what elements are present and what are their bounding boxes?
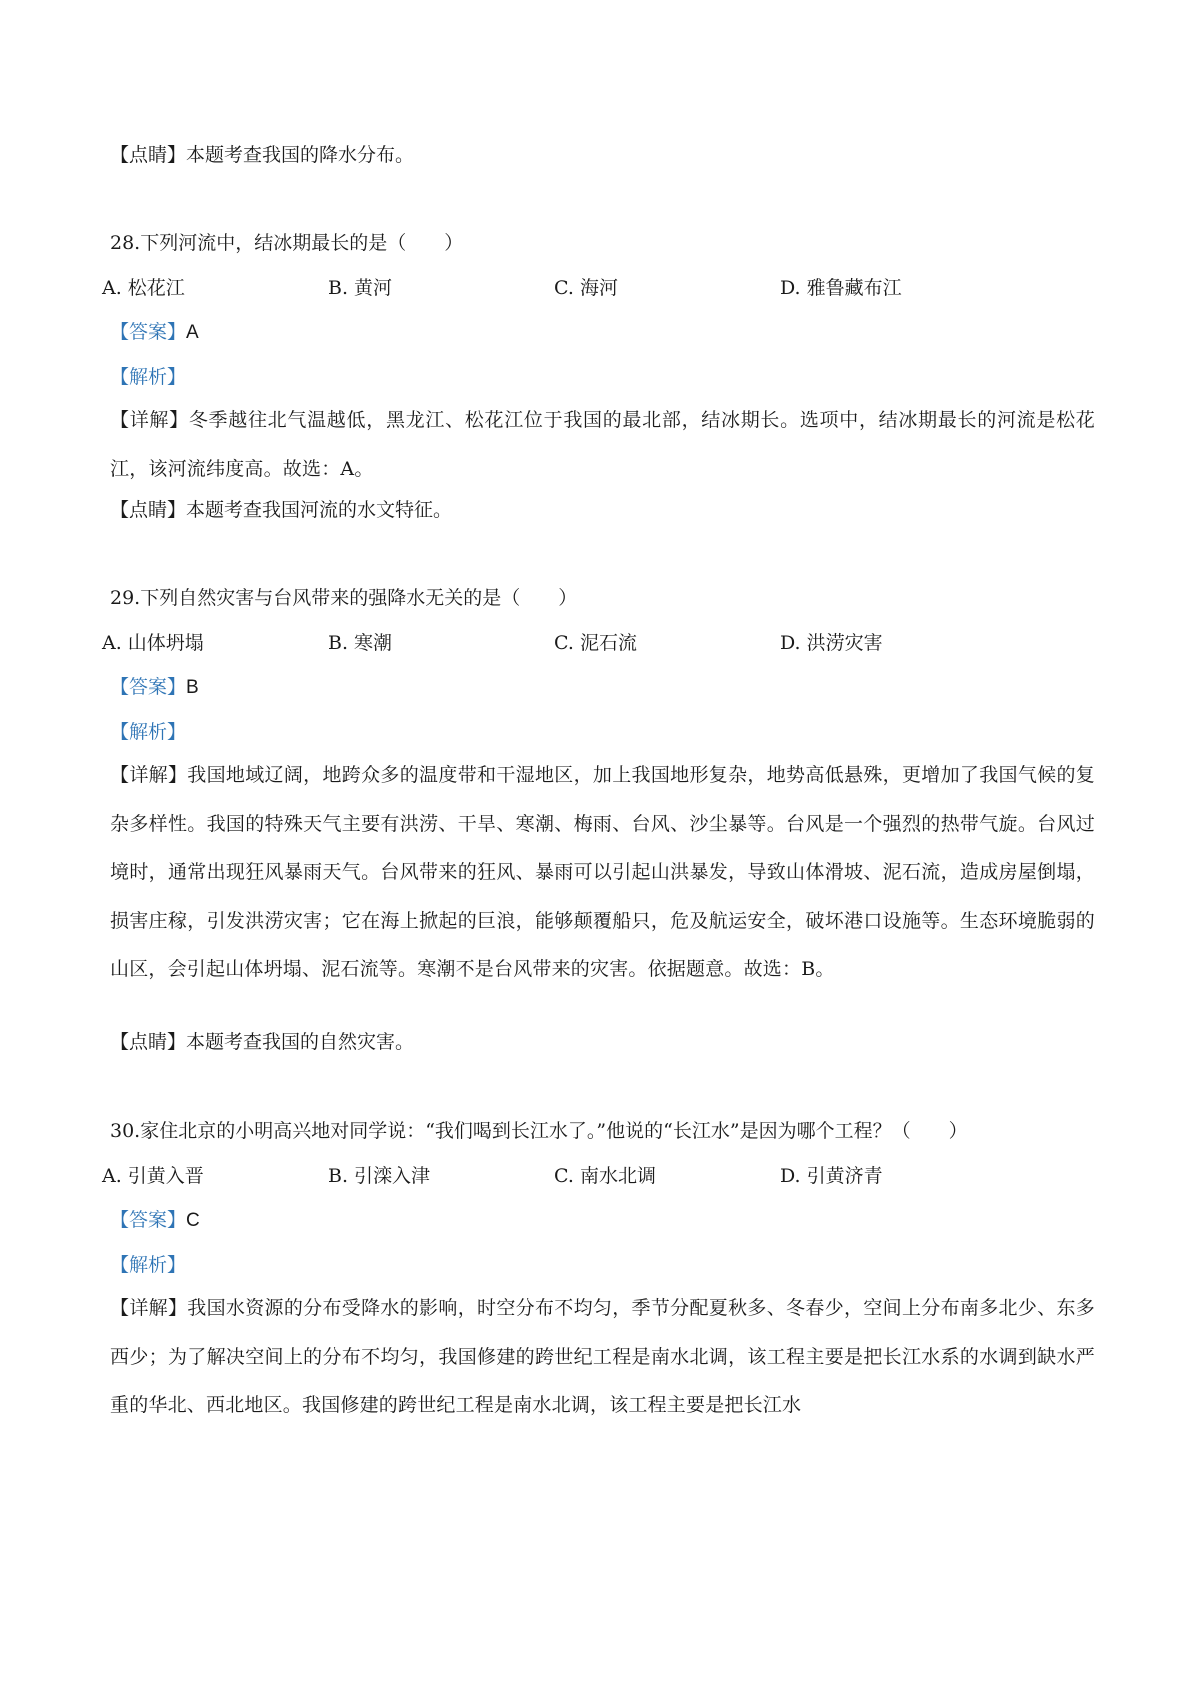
answer-label: 【答案】 <box>110 1209 187 1231</box>
q28-dianjing: 【点睛】本题考查我国河流的水文特征。 <box>110 499 453 521</box>
q29-detail: 【详解】我国地域辽阔，地跨众多的温度带和干湿地区，加上我国地形复杂，地势高低悬殊，更增加了我国气候的复杂多样性。我国的特殊天气主要有洪涝、干旱、寒潮、梅雨、台风、沙尘暴等。台风是一个强烈的热带气旋。台风过境时，通常出现狂风暴雨天气。台风带来的狂风、暴雨可以引起山洪暴发，导致山体滑坡、泥石流，造成房屋倒塌，损害庄稼，引发洪涝灾害；它在海上掀起的巨浪，能够颠覆船只，危及航运安全，破坏港口设施等。生态环境脆弱的山区，会引起山体坍塌、泥石流等。寒潮不是台风带来的灾害。依据题意。故选：B。 <box>110 764 1095 980</box>
q29-answer <box>110 675 199 700</box>
q28-detail: 【详解】冬季越往北气温越低，黑龙江、松花江位于我国的最北部，结冰期长。选项中，结冰期最长的河流是松花江，该河流纬度高。故选：A。 <box>110 409 1095 480</box>
answer-value: C <box>186 1210 200 1231</box>
q29-option-c: C. 泥石流 <box>554 632 637 654</box>
q28-stem: 28.下列河流中，结冰期最长的是（ ） <box>110 232 464 254</box>
q29-analysis-label: 【解析】 <box>110 721 187 743</box>
q30-option-c: C. 南水北调 <box>554 1165 656 1187</box>
q28-answer <box>110 320 199 345</box>
q30-detail: 【详解】我国水资源的分布受降水的影响，时空分布不均匀，季节分配夏秋多、冬春少，空间上分布南多北少、东多西少；为了解决空间上的分布不均匀，我国修建的跨世纪工程是南水北调，该工程主要是把长江水系的水调到缺水严重的华北、西北地区。我国修建的跨世纪工程是南水北调，该工程主要是把长江水 <box>110 1297 1095 1416</box>
answer-value: B <box>186 677 199 698</box>
q30-answer <box>110 1208 200 1233</box>
q28-analysis-label: 【解析】 <box>110 366 187 388</box>
q29-option-a: A. 山体坍塌 <box>102 632 204 654</box>
q30-option-d: D. 引黄济青 <box>780 1165 883 1187</box>
answer-value: A <box>186 322 199 343</box>
q29-option-b: B. 寒潮 <box>328 632 393 654</box>
q30-analysis-label: 【解析】 <box>110 1254 187 1276</box>
q30-option-a: A. 引黄入晋 <box>102 1165 204 1187</box>
q29-option-d: D. 洪涝灾害 <box>780 632 883 654</box>
q29-stem: 29.下列自然灾害与台风带来的强降水无关的是（ ） <box>110 587 578 609</box>
answer-label: 【答案】 <box>110 676 187 698</box>
q28-option-a: A. 松花江 <box>102 277 185 299</box>
answer-label: 【答案】 <box>110 321 187 343</box>
q28-option-d: D. 雅鲁藏布江 <box>780 277 902 299</box>
q28-option-c: C. 海河 <box>554 277 618 299</box>
q30-stem: 30.家住北京的小明高兴地对同学说：“我们喝到长江水了。”他说的“长江水”是因为哪个工程？（ ） <box>110 1120 968 1142</box>
q30-option-b: B. 引滦入津 <box>328 1165 431 1187</box>
q29-dianjing: 【点睛】本题考查我国的自然灾害。 <box>110 1031 415 1053</box>
q27-dianjing: 【点睛】本题考查我国的降水分布。 <box>110 144 415 166</box>
q28-option-b: B. 黄河 <box>328 277 393 299</box>
